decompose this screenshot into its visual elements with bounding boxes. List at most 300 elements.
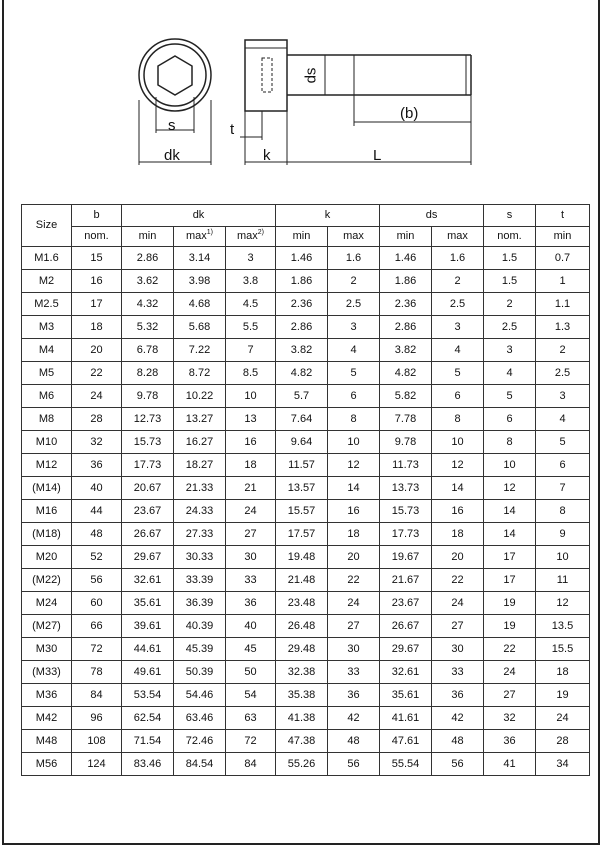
cell-b-nom: 18 xyxy=(72,316,122,339)
cell-dk-min: 6.78 xyxy=(122,339,174,362)
cell-dk-min: 39.61 xyxy=(122,615,174,638)
cell-dk-max2: 5.5 xyxy=(226,316,276,339)
col-header-s: s xyxy=(484,205,536,227)
cell-ds-min: 2.36 xyxy=(380,293,432,316)
cell-k-min: 9.64 xyxy=(276,431,328,454)
cell-k-min: 2.36 xyxy=(276,293,328,316)
subheader-dk-max1 xyxy=(174,227,226,247)
cell-k-max: 1.6 xyxy=(328,247,380,270)
cell-k-max: 20 xyxy=(328,546,380,569)
table-row xyxy=(22,592,590,615)
cell-dk-max1: 40.39 xyxy=(174,615,226,638)
cell-k-min: 32.38 xyxy=(276,661,328,684)
cell-ds-min: 1.46 xyxy=(380,247,432,270)
table-row xyxy=(22,753,590,776)
cell-t-min: 6 xyxy=(536,454,590,477)
cell-ds-max: 33 xyxy=(432,661,484,684)
cell-size: M36 xyxy=(22,684,72,707)
dim-label-ds: ds xyxy=(302,67,320,84)
cell-ds-max: 30 xyxy=(432,638,484,661)
cell-k-max: 33 xyxy=(328,661,380,684)
col-header-ds: ds xyxy=(380,205,484,227)
cell-dk-max2: 3.8 xyxy=(226,270,276,293)
cell-dk-max2: 63 xyxy=(226,707,276,730)
cell-k-max: 12 xyxy=(328,454,380,477)
cell-k-min: 7.64 xyxy=(276,408,328,431)
cell-b-nom: 17 xyxy=(72,293,122,316)
col-header-b: b xyxy=(72,205,122,227)
cell-k-min: 29.48 xyxy=(276,638,328,661)
subheader-ds-max: max xyxy=(432,227,484,247)
cell-dk-max1: 3.98 xyxy=(174,270,226,293)
cell-dk-min: 35.61 xyxy=(122,592,174,615)
cell-size: M6 xyxy=(22,385,72,408)
table-row xyxy=(22,454,590,477)
cell-k-min: 19.48 xyxy=(276,546,328,569)
cell-dk-max2: 45 xyxy=(226,638,276,661)
cell-ds-max: 22 xyxy=(432,569,484,592)
cell-t-min: 12 xyxy=(536,592,590,615)
cell-b-nom: 44 xyxy=(72,500,122,523)
cell-k-min: 23.48 xyxy=(276,592,328,615)
cell-s-nom: 17 xyxy=(484,569,536,592)
cell-t-min: 1 xyxy=(536,270,590,293)
cell-k-min: 55.26 xyxy=(276,753,328,776)
dim-label-s: s xyxy=(168,117,176,134)
table-row xyxy=(22,385,590,408)
cell-k-min: 1.86 xyxy=(276,270,328,293)
cell-b-nom: 16 xyxy=(72,270,122,293)
cell-dk-max2: 24 xyxy=(226,500,276,523)
cell-dk-min: 5.32 xyxy=(122,316,174,339)
cell-ds-min: 23.67 xyxy=(380,592,432,615)
cell-dk-min: 20.67 xyxy=(122,477,174,500)
col-header-k: k xyxy=(276,205,380,227)
cell-dk-max2: 16 xyxy=(226,431,276,454)
cell-ds-max: 2 xyxy=(432,270,484,293)
table-row xyxy=(22,477,590,500)
cell-b-nom: 124 xyxy=(72,753,122,776)
table-row xyxy=(22,316,590,339)
cell-ds-max: 24 xyxy=(432,592,484,615)
cell-ds-min: 3.82 xyxy=(380,339,432,362)
table-row xyxy=(22,730,590,753)
cell-ds-min: 32.61 xyxy=(380,661,432,684)
cell-k-min: 11.57 xyxy=(276,454,328,477)
cell-ds-min: 17.73 xyxy=(380,523,432,546)
cell-k-min: 41.38 xyxy=(276,707,328,730)
cell-k-min: 17.57 xyxy=(276,523,328,546)
cell-dk-min: 12.73 xyxy=(122,408,174,431)
col-header-dk: dk xyxy=(122,205,276,227)
cell-t-min: 2 xyxy=(536,339,590,362)
cell-ds-min: 19.67 xyxy=(380,546,432,569)
cell-s-nom: 17 xyxy=(484,546,536,569)
cell-s-nom: 6 xyxy=(484,408,536,431)
cell-ds-min: 35.61 xyxy=(380,684,432,707)
cell-dk-max2: 54 xyxy=(226,684,276,707)
table-row xyxy=(22,339,590,362)
cell-dk-max2: 4.5 xyxy=(226,293,276,316)
cell-ds-max: 14 xyxy=(432,477,484,500)
table-row xyxy=(22,247,590,270)
cell-k-max: 5 xyxy=(328,362,380,385)
subheader-t-min: min xyxy=(536,227,590,247)
cell-ds-min: 55.54 xyxy=(380,753,432,776)
table-row xyxy=(22,500,590,523)
cell-s-nom: 8 xyxy=(484,431,536,454)
cell-t-min: 7 xyxy=(536,477,590,500)
cell-dk-max1: 5.68 xyxy=(174,316,226,339)
cell-b-nom: 32 xyxy=(72,431,122,454)
cell-dk-max2: 36 xyxy=(226,592,276,615)
footnote-2-marker: 2) xyxy=(257,229,265,236)
cell-size: (M18) xyxy=(22,523,72,546)
cell-dk-min: 2.86 xyxy=(122,247,174,270)
cell-ds-max: 27 xyxy=(432,615,484,638)
cell-ds-max: 4 xyxy=(432,339,484,362)
cell-dk-min: 26.67 xyxy=(122,523,174,546)
cell-ds-min: 9.78 xyxy=(380,431,432,454)
cell-s-nom: 14 xyxy=(484,500,536,523)
cell-k-max: 24 xyxy=(328,592,380,615)
subheader-s-nom: nom. xyxy=(484,227,536,247)
cell-b-nom: 66 xyxy=(72,615,122,638)
cell-k-min: 4.82 xyxy=(276,362,328,385)
cell-dk-max1: 7.22 xyxy=(174,339,226,362)
cell-dk-max1: 4.68 xyxy=(174,293,226,316)
table-row xyxy=(22,707,590,730)
cell-t-min: 34 xyxy=(536,753,590,776)
cell-k-max: 27 xyxy=(328,615,380,638)
cell-k-min: 5.7 xyxy=(276,385,328,408)
cell-ds-min: 4.82 xyxy=(380,362,432,385)
cell-dk-max2: 8.5 xyxy=(226,362,276,385)
cell-ds-min: 29.67 xyxy=(380,638,432,661)
cell-ds-max: 18 xyxy=(432,523,484,546)
cell-k-min: 21.48 xyxy=(276,569,328,592)
cell-ds-min: 1.86 xyxy=(380,270,432,293)
cell-ds-max: 42 xyxy=(432,707,484,730)
cell-dk-max1: 21.33 xyxy=(174,477,226,500)
cell-dk-max2: 27 xyxy=(226,523,276,546)
cell-t-min: 1.3 xyxy=(536,316,590,339)
cell-b-nom: 108 xyxy=(72,730,122,753)
cell-ds-max: 1.6 xyxy=(432,247,484,270)
cell-dk-max1: 54.46 xyxy=(174,684,226,707)
cell-s-nom: 12 xyxy=(484,477,536,500)
cell-size: M24 xyxy=(22,592,72,615)
cell-k-max: 48 xyxy=(328,730,380,753)
subheader-k-min: min xyxy=(276,227,328,247)
cell-k-min: 47.38 xyxy=(276,730,328,753)
dimension-table xyxy=(21,204,590,776)
cell-dk-min: 62.54 xyxy=(122,707,174,730)
cell-dk-max1: 45.39 xyxy=(174,638,226,661)
cell-k-max: 2.5 xyxy=(328,293,380,316)
cell-size: M12 xyxy=(22,454,72,477)
cell-dk-max2: 3 xyxy=(226,247,276,270)
cell-dk-max1: 18.27 xyxy=(174,454,226,477)
cell-t-min: 4 xyxy=(536,408,590,431)
cell-ds-max: 10 xyxy=(432,431,484,454)
cell-k-max: 10 xyxy=(328,431,380,454)
cell-dk-min: 3.62 xyxy=(122,270,174,293)
cell-size: (M33) xyxy=(22,661,72,684)
cell-s-nom: 10 xyxy=(484,454,536,477)
cell-b-nom: 78 xyxy=(72,661,122,684)
cell-ds-min: 13.73 xyxy=(380,477,432,500)
cell-k-max: 2 xyxy=(328,270,380,293)
cell-t-min: 3 xyxy=(536,385,590,408)
cell-dk-max1: 30.33 xyxy=(174,546,226,569)
cell-size: M10 xyxy=(22,431,72,454)
cell-t-min: 0.7 xyxy=(536,247,590,270)
cell-dk-max2: 40 xyxy=(226,615,276,638)
cell-dk-min: 8.28 xyxy=(122,362,174,385)
cell-k-max: 16 xyxy=(328,500,380,523)
cell-t-min: 5 xyxy=(536,431,590,454)
cell-dk-max2: 33 xyxy=(226,569,276,592)
dim-label-L: L xyxy=(373,147,382,164)
cell-ds-max: 16 xyxy=(432,500,484,523)
cell-b-nom: 40 xyxy=(72,477,122,500)
cell-ds-min: 21.67 xyxy=(380,569,432,592)
cell-b-nom: 96 xyxy=(72,707,122,730)
cell-size: (M22) xyxy=(22,569,72,592)
cell-s-nom: 1.5 xyxy=(484,270,536,293)
cell-ds-max: 5 xyxy=(432,362,484,385)
cell-k-max: 3 xyxy=(328,316,380,339)
cell-dk-max2: 7 xyxy=(226,339,276,362)
table-header-row-2 xyxy=(22,227,590,247)
table-row xyxy=(22,431,590,454)
cell-s-nom: 2.5 xyxy=(484,316,536,339)
cell-s-nom: 1.5 xyxy=(484,247,536,270)
footnote-1-marker: 1) xyxy=(206,229,213,236)
col-header-t: t xyxy=(536,205,590,227)
cell-size: M4 xyxy=(22,339,72,362)
table-row xyxy=(22,546,590,569)
table-row xyxy=(22,638,590,661)
cell-ds-max: 3 xyxy=(432,316,484,339)
cell-k-min: 13.57 xyxy=(276,477,328,500)
cell-ds-min: 5.82 xyxy=(380,385,432,408)
table-row xyxy=(22,293,590,316)
table-row xyxy=(22,408,590,431)
cell-size: (M14) xyxy=(22,477,72,500)
cell-k-max: 22 xyxy=(328,569,380,592)
bolt-drawing-svg xyxy=(0,0,606,190)
table-row xyxy=(22,661,590,684)
cell-s-nom: 22 xyxy=(484,638,536,661)
cell-s-nom: 14 xyxy=(484,523,536,546)
cell-k-max: 36 xyxy=(328,684,380,707)
cell-dk-max2: 21 xyxy=(226,477,276,500)
cell-dk-max2: 30 xyxy=(226,546,276,569)
cell-size: M5 xyxy=(22,362,72,385)
cell-b-nom: 36 xyxy=(72,454,122,477)
cell-dk-max1: 33.39 xyxy=(174,569,226,592)
cell-dk-max1: 13.27 xyxy=(174,408,226,431)
dim-label-dk: dk xyxy=(164,147,180,164)
cell-size: M20 xyxy=(22,546,72,569)
cell-t-min: 24 xyxy=(536,707,590,730)
cell-dk-max1: 50.39 xyxy=(174,661,226,684)
subheader-dk-max2-label: max xyxy=(237,230,258,242)
cell-ds-min: 7.78 xyxy=(380,408,432,431)
cell-ds-max: 56 xyxy=(432,753,484,776)
dim-label-t: t xyxy=(230,121,235,138)
cell-ds-max: 2.5 xyxy=(432,293,484,316)
cell-size: M48 xyxy=(22,730,72,753)
cell-size: M30 xyxy=(22,638,72,661)
table-row xyxy=(22,362,590,385)
subheader-k-max: max xyxy=(328,227,380,247)
cell-b-nom: 48 xyxy=(72,523,122,546)
cell-dk-min: 15.73 xyxy=(122,431,174,454)
cell-t-min: 15.5 xyxy=(536,638,590,661)
cell-b-nom: 56 xyxy=(72,569,122,592)
cell-ds-min: 47.61 xyxy=(380,730,432,753)
bolt-technical-drawing xyxy=(0,0,606,190)
cell-ds-min: 41.61 xyxy=(380,707,432,730)
cell-dk-max1: 84.54 xyxy=(174,753,226,776)
cell-s-nom: 4 xyxy=(484,362,536,385)
cell-dk-min: 44.61 xyxy=(122,638,174,661)
cell-dk-min: 71.54 xyxy=(122,730,174,753)
cell-k-max: 42 xyxy=(328,707,380,730)
cell-s-nom: 3 xyxy=(484,339,536,362)
cell-b-nom: 72 xyxy=(72,638,122,661)
cell-t-min: 19 xyxy=(536,684,590,707)
cell-size: M16 xyxy=(22,500,72,523)
cell-s-nom: 2 xyxy=(484,293,536,316)
cell-size: M3 xyxy=(22,316,72,339)
cell-ds-max: 20 xyxy=(432,546,484,569)
cell-ds-max: 36 xyxy=(432,684,484,707)
table-body xyxy=(22,247,590,776)
cell-t-min: 28 xyxy=(536,730,590,753)
cell-dk-max2: 18 xyxy=(226,454,276,477)
cell-k-max: 4 xyxy=(328,339,380,362)
cell-ds-max: 48 xyxy=(432,730,484,753)
cell-b-nom: 22 xyxy=(72,362,122,385)
col-header-size: Size xyxy=(22,205,72,247)
cell-dk-max1: 36.39 xyxy=(174,592,226,615)
cell-dk-min: 23.67 xyxy=(122,500,174,523)
cell-b-nom: 15 xyxy=(72,247,122,270)
cell-s-nom: 24 xyxy=(484,661,536,684)
cell-k-min: 26.48 xyxy=(276,615,328,638)
cell-t-min: 9 xyxy=(536,523,590,546)
cell-k-max: 30 xyxy=(328,638,380,661)
cell-size: (M27) xyxy=(22,615,72,638)
cell-dk-max1: 72.46 xyxy=(174,730,226,753)
cell-k-max: 14 xyxy=(328,477,380,500)
cell-dk-min: 49.61 xyxy=(122,661,174,684)
cell-t-min: 2.5 xyxy=(536,362,590,385)
cell-dk-max2: 72 xyxy=(226,730,276,753)
cell-size: M8 xyxy=(22,408,72,431)
cell-dk-max1: 24.33 xyxy=(174,500,226,523)
cell-dk-max2: 84 xyxy=(226,753,276,776)
cell-k-min: 3.82 xyxy=(276,339,328,362)
cell-dk-min: 83.46 xyxy=(122,753,174,776)
cell-k-max: 18 xyxy=(328,523,380,546)
cell-b-nom: 28 xyxy=(72,408,122,431)
cell-ds-min: 2.86 xyxy=(380,316,432,339)
cell-s-nom: 36 xyxy=(484,730,536,753)
cell-dk-max1: 27.33 xyxy=(174,523,226,546)
cell-b-nom: 60 xyxy=(72,592,122,615)
cell-dk-max1: 16.27 xyxy=(174,431,226,454)
cell-dk-max2: 10 xyxy=(226,385,276,408)
cell-k-max: 6 xyxy=(328,385,380,408)
cell-k-min: 15.57 xyxy=(276,500,328,523)
cell-dk-max2: 50 xyxy=(226,661,276,684)
cell-b-nom: 24 xyxy=(72,385,122,408)
cell-ds-min: 15.73 xyxy=(380,500,432,523)
cell-size: M42 xyxy=(22,707,72,730)
cell-dk-min: 53.54 xyxy=(122,684,174,707)
cell-size: M56 xyxy=(22,753,72,776)
cell-s-nom: 5 xyxy=(484,385,536,408)
cell-dk-max1: 8.72 xyxy=(174,362,226,385)
cell-t-min: 11 xyxy=(536,569,590,592)
cell-s-nom: 19 xyxy=(484,592,536,615)
cell-s-nom: 19 xyxy=(484,615,536,638)
table-row xyxy=(22,523,590,546)
cell-t-min: 1.1 xyxy=(536,293,590,316)
cell-t-min: 13.5 xyxy=(536,615,590,638)
bolt-side-view xyxy=(240,40,471,165)
cell-dk-min: 17.73 xyxy=(122,454,174,477)
cell-k-max: 56 xyxy=(328,753,380,776)
cell-dk-min: 4.32 xyxy=(122,293,174,316)
cell-k-min: 2.86 xyxy=(276,316,328,339)
cell-t-min: 8 xyxy=(536,500,590,523)
cell-ds-min: 11.73 xyxy=(380,454,432,477)
cell-dk-min: 32.61 xyxy=(122,569,174,592)
subheader-dk-max2 xyxy=(226,227,276,247)
cell-size: M2.5 xyxy=(22,293,72,316)
cell-dk-min: 29.67 xyxy=(122,546,174,569)
subheader-dk-min: min xyxy=(122,227,174,247)
table-row xyxy=(22,270,590,293)
cell-dk-min: 9.78 xyxy=(122,385,174,408)
cell-b-nom: 84 xyxy=(72,684,122,707)
cell-dk-max1: 3.14 xyxy=(174,247,226,270)
cell-dk-max1: 10.22 xyxy=(174,385,226,408)
cell-k-min: 35.38 xyxy=(276,684,328,707)
cell-s-nom: 41 xyxy=(484,753,536,776)
dim-label-k: k xyxy=(263,147,271,164)
cell-ds-max: 8 xyxy=(432,408,484,431)
dim-label-b: (b) xyxy=(400,105,419,122)
cell-dk-max1: 63.46 xyxy=(174,707,226,730)
subheader-ds-min: min xyxy=(380,227,432,247)
table-header-row-1 xyxy=(22,205,590,227)
subheader-dk-max1-label: max xyxy=(185,230,207,242)
table-row xyxy=(22,684,590,707)
cell-t-min: 10 xyxy=(536,546,590,569)
cell-dk-max2: 13 xyxy=(226,408,276,431)
table-row xyxy=(22,569,590,592)
cell-size: M2 xyxy=(22,270,72,293)
cell-s-nom: 32 xyxy=(484,707,536,730)
cell-ds-min: 26.67 xyxy=(380,615,432,638)
